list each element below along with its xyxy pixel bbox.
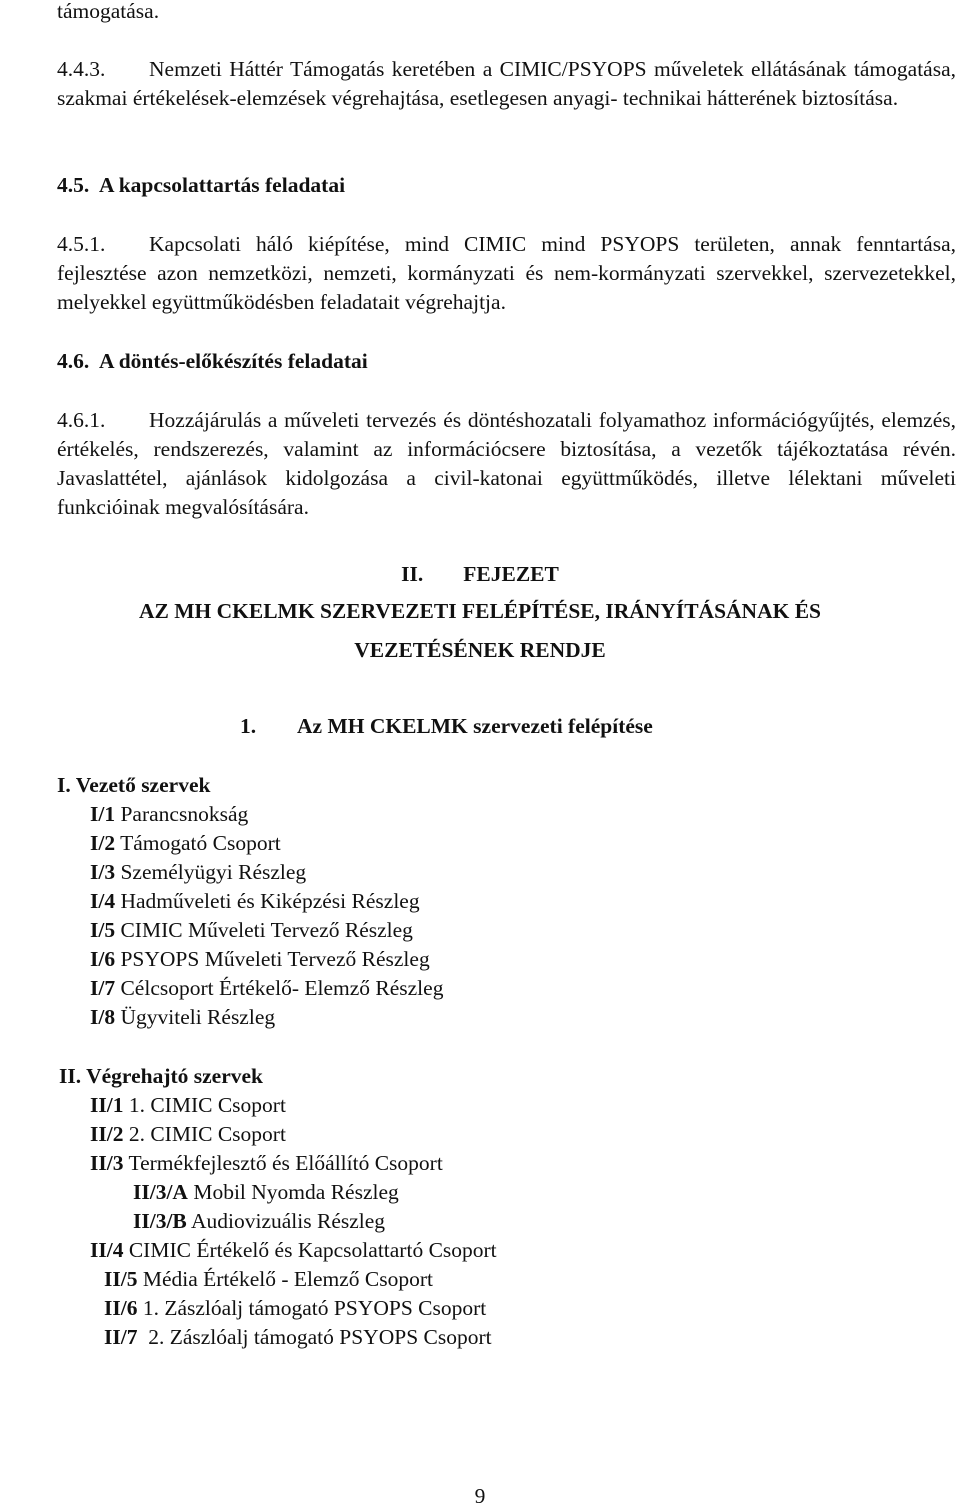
list-item: I/7 Célcsoport Értékelő- Elemző Részleg bbox=[90, 976, 444, 1000]
chapter-title-line-1: AZ MH CKELMK SZERVEZETI FELÉPÍTÉSE, IRÁNYÍTÁSÁNAK ÉS bbox=[138, 599, 822, 623]
list-item: II/7 2. Zászlóalj támogató PSYOPS Csoport bbox=[104, 1325, 492, 1349]
section-number: 4.6.1. bbox=[57, 408, 106, 432]
chapter-heading bbox=[0, 560, 960, 589]
section-4-4-3 bbox=[57, 55, 956, 113]
list-item: I/6 PSYOPS Műveleti Tervező Részleg bbox=[90, 947, 430, 971]
section-4-6-1 bbox=[57, 406, 956, 522]
subsection-heading bbox=[240, 712, 653, 741]
section-4-5-1 bbox=[57, 230, 956, 317]
subsection-number: 1. bbox=[240, 714, 257, 738]
list-item: II/3/A Mobil Nyomda Részleg bbox=[133, 1180, 399, 1204]
section-text: Hozzájárulás a műveleti tervezés és döntéshozatali folyamathoz információgyűjtés, elemzés, értékelés, rendszerezés, valamint az információcsere biztosítása, a vezetők tájékoztatása révén. Javaslattétel, ajánlások kidolgozása a civil-katonai együttműködés, illetve lélektani műveleti funkcióinak megvalósítására. bbox=[57, 408, 956, 519]
section-heading-4-5 bbox=[57, 171, 956, 200]
section-title: A döntés-előkészítés feladatai bbox=[99, 349, 368, 373]
page-number: 9 bbox=[474, 1484, 486, 1508]
list-item: I/1 Parancsnokság bbox=[90, 802, 249, 826]
list-item: II/3 Termékfejlesztő és Előállító Csoport bbox=[90, 1151, 443, 1175]
section-text: Kapcsolati háló kiépítése, mind CIMIC mind PSYOPS területen, annak fenntartása, fejlesztése azon nemzetközi, nemzeti, kormányzati és nem-kormányzati szervekkel, szervezetekkel, melyekkel együttműködésben feladatait végrehajtja. bbox=[57, 232, 956, 314]
list-item: II/6 1. Zászlóalj támogató PSYOPS Csoport bbox=[104, 1296, 487, 1320]
list-item: I/2 Támogató Csoport bbox=[90, 831, 281, 855]
list-item: II/5 Média Értékelő - Elemző Csoport bbox=[104, 1267, 434, 1291]
subsection-title: Az MH CKELMK szervezeti felépítése bbox=[297, 714, 653, 738]
section-number: 4.5.1. bbox=[57, 232, 106, 256]
list-item: II/2 2. CIMIC Csoport bbox=[90, 1122, 286, 1146]
chapter-label: FEJEZET bbox=[463, 562, 559, 586]
section-text: Nemzeti Háttér Támogatás keretében a CIMIC/PSYOPS műveletek ellátásának támogatása, szakmai értékelések-elemzések végrehajtása, esetlegesen anyagi- technikai hátterének biztosítása. bbox=[57, 57, 956, 110]
list-item: II/1 1. CIMIC Csoport bbox=[90, 1093, 286, 1117]
list-item: I/8 Ügyviteli Részleg bbox=[90, 1005, 276, 1029]
list-item: II/4 CIMIC Értékelő és Kapcsolattartó Csoport bbox=[90, 1238, 497, 1262]
chapter-roman: II. bbox=[401, 562, 424, 586]
section-heading-4-6 bbox=[57, 347, 956, 376]
paragraph-fragment bbox=[57, 0, 956, 26]
group-heading-executive: II. Végrehajtó szervek bbox=[59, 1064, 264, 1088]
fragment-text: támogatása. bbox=[57, 0, 160, 23]
list-item: I/3 Személyügyi Részleg bbox=[90, 860, 307, 884]
list-item: II/3/B Audiovizuális Részleg bbox=[133, 1209, 386, 1233]
chapter-title-line-2: VEZETÉSÉNEK RENDJE bbox=[354, 638, 606, 662]
section-title: A kapcsolattartás feladatai bbox=[99, 173, 346, 197]
section-number: 4.5. bbox=[57, 173, 90, 197]
section-number: 4.4.3. bbox=[57, 57, 106, 81]
list-item: I/5 CIMIC Műveleti Tervező Részleg bbox=[90, 918, 413, 942]
list-item: I/4 Hadműveleti és Kiképzési Részleg bbox=[90, 889, 420, 913]
group-heading-leading: I. Vezető szervek bbox=[57, 773, 211, 797]
section-number: 4.6. bbox=[57, 349, 90, 373]
